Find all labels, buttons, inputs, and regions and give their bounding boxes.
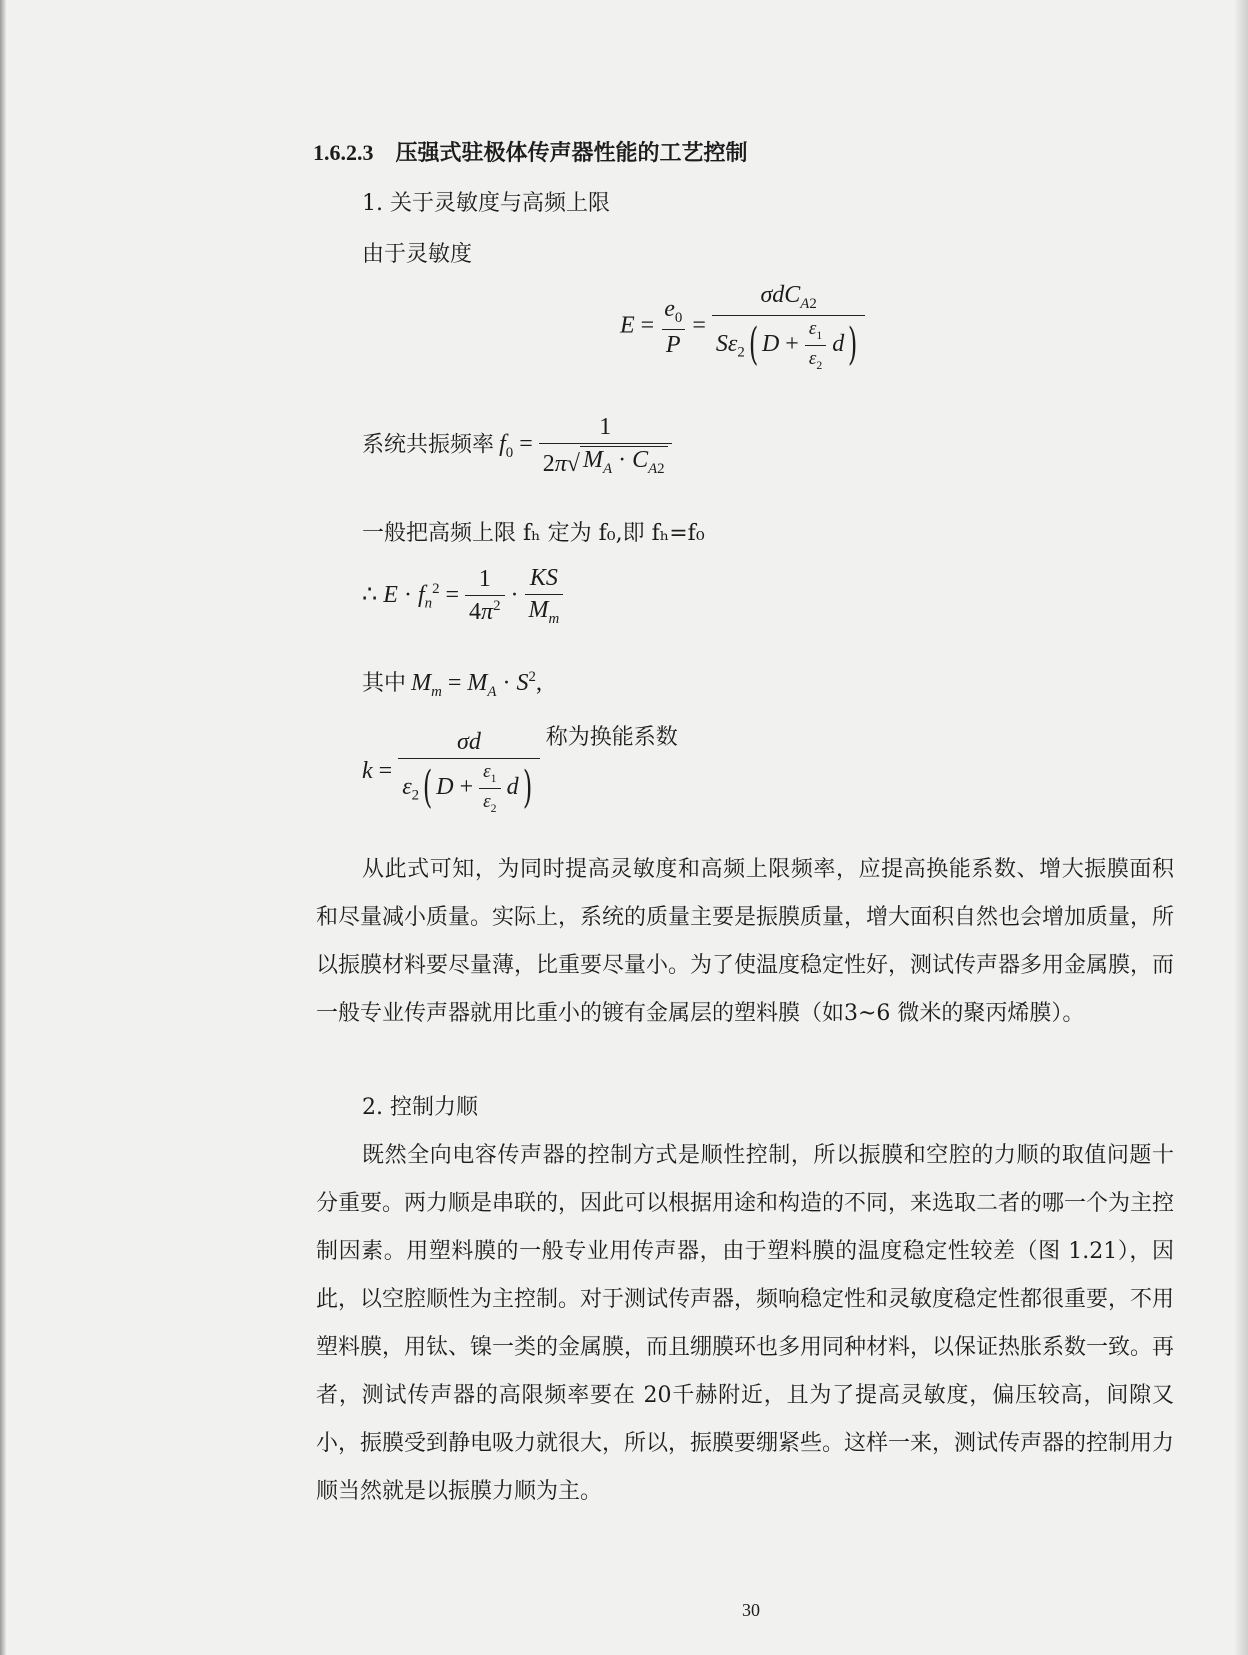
upper-limit-text: 一般把高频上限 fₕ 定为 f₀,即 fₕ=f₀	[362, 521, 705, 546]
scan-edge-left	[0, 0, 6, 1655]
fraction-sensitivity: σdC$_{A2}$ $S\varepsilon_2$( D + $\frac{\varepsilon_1}{\varepsilon_2}$ d)	[712, 282, 866, 372]
fraction-resonance: 1 2π√ $M_A \cdot C_{A2}$	[539, 414, 672, 478]
where-label: 其中	[362, 671, 407, 696]
item2-paragraph: 既然全向电容传声器的控制方式是顺性控制，所以振膜和空腔的力顺的取值问题十分重要。两力顺是串联的，因此可以根据用途和构造的不同，来选取二者的哪一个为主控制因素。用塑料膜的一般专业用传声器，由于塑料膜的温度稳定性较差（图 1.21），因此，以空腔顺性为主控制。对于测试传声器，频响稳定性和灵敏度稳定性都很重要，不用塑料膜，用钛、镍一类的金属膜，而且绷膜环也多用同种材料，以保证热胀系数一致。再者，测试传声器的高限频率要在 20千赫附近，且为了提高灵敏度，偏压较高，间隙又小，振膜受到静电吸力就很大，所以，振膜要绷紧些。这样一来，测试传声器的控制用力顺当然就是以振膜力顺为主。	[316, 1143, 1174, 1504]
section-heading	[313, 136, 748, 167]
k-suffix: 称为换能系数	[545, 725, 678, 750]
where-line: 其中 $M_m = M_A \cdot S^2$,	[362, 669, 542, 700]
scan-edge-right	[1234, 0, 1248, 1655]
page-number: 30	[742, 1600, 760, 1620]
section-number: 1.6.2.3	[313, 140, 374, 165]
item1-intro: 由于灵敏度	[362, 242, 473, 267]
resonance-line: 系统共振频率 $f_0$ = 1 2π√ $M_A \cdot C_{A2}$	[362, 414, 672, 478]
product-equation: ∴ $E \cdot f_n^2$ = $\frac{1}{4\pi^2}$ · $\frac{KS}{M_m}$	[362, 565, 563, 628]
sensitivity-equation: E = $\frac{e_0}{P}$ = σdC$_{A2}$ $S\varepsilon_2$( D + $\frac{\varepsilon_1}{\varepsilon_2}$ d)	[620, 282, 865, 372]
item2-heading: 2. 控制力顺	[362, 1095, 478, 1120]
fraction-k: σd $\varepsilon_2$( D + $\frac{\varepsilon_1}{\varepsilon_2}$ d)	[398, 729, 540, 816]
item1-paragraph: 从此式可知，为同时提高灵敏度和高频上限频率，应提高换能系数、增大振膜面积和尽量减小质量。实际上，系统的质量主要是振膜质量，增大面积自然也会增加质量，所以振膜材料要尽量薄，比重要尽量小。为了使温度稳定性好，测试传声器多用金属膜，而一般专业传声器就用比重小的镀有金属层的塑料膜（如3~6 微米的聚丙烯膜）。	[316, 857, 1174, 1026]
item1-heading: 1. 关于灵敏度与高频上限	[362, 191, 610, 216]
fraction-e0-over-p: $\frac{e_0}{P}$	[660, 296, 686, 359]
k-equation: k = σd $\varepsilon_2$( D + $\frac{\varepsilon_1}{\varepsilon_2}$ d) 称为换能系数	[362, 725, 678, 815]
resonance-label: 系统共振频率	[362, 432, 495, 458]
section-title: 压强式驻极体传声器性能的工艺控制	[395, 140, 748, 166]
